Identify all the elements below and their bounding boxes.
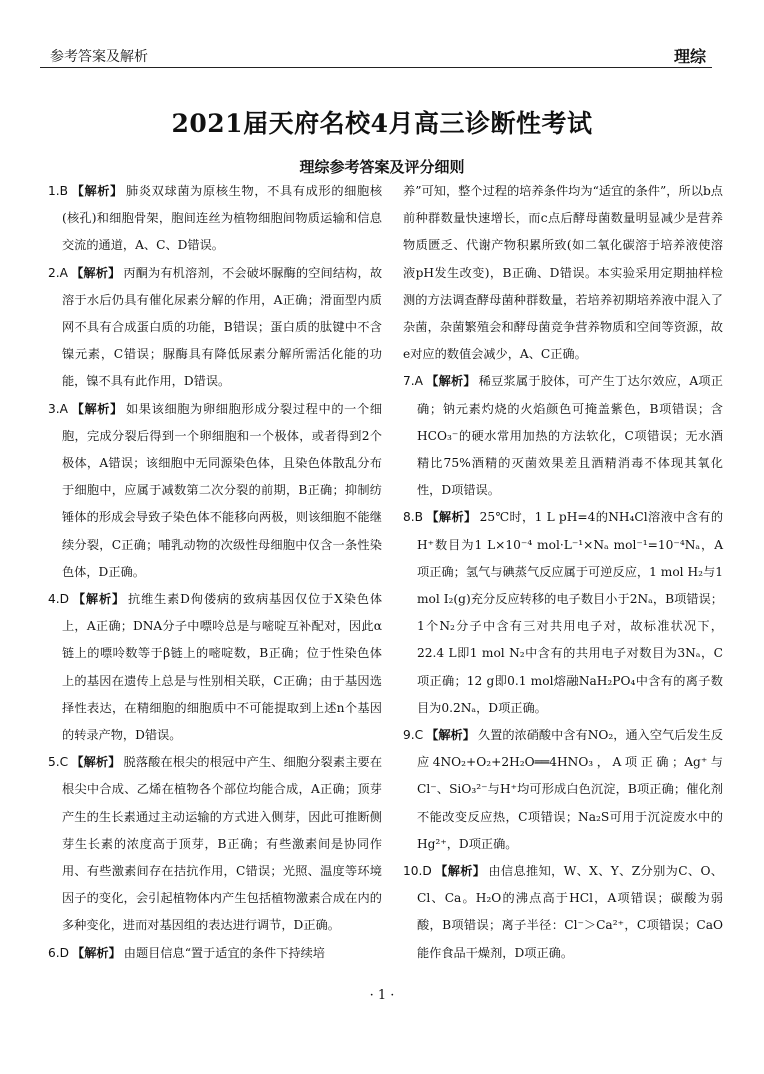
analysis-tag: 【解析】 bbox=[434, 864, 486, 879]
answer-number: 1.B bbox=[48, 184, 68, 198]
answer-number: 2.A bbox=[48, 265, 68, 280]
answer-item bbox=[48, 586, 382, 749]
analysis-tag: 【解析】 bbox=[71, 755, 121, 770]
answer-number: 4.D bbox=[48, 592, 70, 607]
right-column bbox=[403, 178, 723, 967]
answer-text: 25℃时，1 L pH=4的NH₄Cl溶液中含有的H⁺数目为1 L×10⁻⁴ mol·L⁻¹×Nₐ mol⁻¹=10⁻⁴Nₐ，A项正确；氢气与碘蒸气反应属于可逆反应，1 mol H₂与1 mol I₂(g)充分反应转移的电子数目小于2Nₐ，B项错误；1个N₂分子中含有三对共用电子对，故标准状况下，22.4 L即1 mol N₂中含有的共用电子对数目为3Nₐ，C项正确；12 g即0.1 mol熔融NaH₂PO₄中含有的离子数目为0.2Nₐ，D项正确。 bbox=[417, 510, 724, 715]
answer-text: 如果该细胞为卵细胞形成分裂过程中的一个细胞，完成分裂后得到一个卵细胞和一个极体，或者得到2个极体，A错误；该细胞中无同源染色体，且染色体散乱分布于细胞中，应属于减数第二次分裂的前期，B正确；抑制纺锤体的形成会导致子染色体不能移向两极，则该细胞不能继续分裂，C正确；哺乳动物的次级性母细胞中仅含一条性染色体，D正确。 bbox=[62, 401, 383, 579]
answer-item bbox=[403, 722, 723, 858]
document-title: 2021届天府名校4月高三诊断性考试 bbox=[171, 109, 593, 138]
page-header bbox=[40, 30, 712, 68]
document-subtitle: 理综参考答案及评分细则 bbox=[299, 158, 465, 176]
analysis-tag: 【解析】 bbox=[425, 374, 476, 389]
analysis-tag: 【解析】 bbox=[70, 265, 121, 280]
answer-text: 稀豆浆属于胶体，可产生丁达尔效应，A项正确；钠元素灼烧的火焰颜色可掩盖紫色，B项错误；含HCO₃⁻的硬水常用加热的方法软化，C项错误；无水酒精比75%酒精的灭菌效果差且酒精消毒不体现其氧化性，D项错误。 bbox=[417, 374, 723, 498]
header-subject-label: 理综 bbox=[673, 47, 706, 66]
analysis-tag: 【解析】 bbox=[426, 728, 475, 743]
analysis-tag: 【解析】 bbox=[72, 945, 121, 960]
analysis-tag: 【解析】 bbox=[71, 184, 123, 198]
answer-item bbox=[403, 504, 723, 722]
analysis-tag: 【解析】 bbox=[72, 592, 126, 607]
answer-item bbox=[48, 749, 382, 939]
answer-text: 由信息推知，W、X、Y、Z分别为C、O、Cl、Ca。H₂O的沸点高于HCl，A项错误；碳酸为弱酸，B项错误；离子半径：Cl⁻＞Ca²⁺，C项错误；CaO能作食品干燥剂，D项正确。 bbox=[417, 864, 723, 960]
answer-item bbox=[403, 858, 723, 967]
analysis-tag: 【解析】 bbox=[70, 401, 123, 416]
answer-item bbox=[48, 260, 382, 396]
answer-number: 7.A bbox=[403, 374, 423, 389]
header-left-label: 参考答案及解析 bbox=[50, 49, 148, 65]
answer-item bbox=[48, 178, 382, 260]
answer-item bbox=[48, 396, 382, 586]
answer-continuation: 养”可知，整个过程的培养条件均为“适宜的条件”，所以b点前种群数量快速增长，而c点后酵母菌数量明显减少是营养物质匮乏、代谢产物积累所致(如二氧化碳溶于培养液使溶液pH发生改变)，B正确、D错误。本实验采用定期抽样检测的方法调查酵母菌种群数量，若培养初期培养液中混入了杂菌，杂菌繁殖会和酵母菌竞争营养物质和空间等资源，故e对应的数值会减少，A、C正确。 bbox=[403, 184, 723, 362]
answer-text: 抗维生素D佝偻病的致病基因仅位于X染色体上，A正确；DNA分子中嘌呤总是与嘧啶互补配对，因此α链上的嘌呤数等于β链上的嘧啶数，B正确；位于性染色体上的基因在遗传上总是与性别相关联，C正确；由于基因选择性表达，在精细胞的细胞质中不可能提取到上述n个基因的转录产物，D错误。 bbox=[62, 592, 383, 743]
answer-text: 由题目信息“置于适宜的条件下持续培 bbox=[123, 945, 325, 960]
answer-number: 8.B bbox=[403, 510, 423, 525]
answer-number: 6.D bbox=[48, 945, 70, 960]
answer-text: 肺炎双球菌为原核生物，不具有成形的细胞核(核孔)和细胞骨架，胞间连丝为植物细胞间物质运输和信息交流的通道，A、C、D错误。 bbox=[62, 184, 383, 253]
answer-item bbox=[403, 368, 723, 504]
answer-number: 5.C bbox=[48, 755, 69, 770]
answer-item bbox=[48, 940, 382, 967]
answer-number: 10.D bbox=[403, 864, 432, 879]
answer-text: 丙酮为有机溶剂，不会破坏脲酶的空间结构，故溶于水后仍具有催化尿素分解的作用，A正确；滑面型内质网不具有合成蛋白质的功能，B错误；蛋白质的肽键中不含镍元素，C错误；脲酶具有降低尿素分解所需活化能的功能，镍不具有此作用，D错误。 bbox=[62, 265, 383, 389]
analysis-tag: 【解析】 bbox=[426, 510, 477, 525]
answer-text: 久置的浓硝酸中含有NO₂，通入空气后发生反应4NO₂+O₂+2H₂O══4HNO₃，A项正确；Ag⁺与Cl⁻、SiO₃²⁻与H⁺均可形成白色沉淀，B项正确；催化剂不能改变反应热，C项错误；Na₂S可用于沉淀废水中的Hg²⁺，D项正确。 bbox=[417, 728, 724, 851]
answer-number: 3.A bbox=[48, 401, 68, 416]
answer-text: 脱落酸在根尖的根冠中产生、细胞分裂素主要在根尖中合成、乙烯在植物各个部位均能合成，A正确；顶芽产生的生长素通过主动运输的方式进入侧芽，因此可推断侧芽生长素的浓度高于顶芽，B正确；有些激素间是协同作用、有些激素间存在拮抗作用，C错误；光照、温度等环境因子的变化，会引起植物体内产生包括植物激素合成在内的多种变化，进而对基因组的表达进行调节，D正确。 bbox=[62, 755, 383, 933]
page-number: · 1 · bbox=[369, 988, 395, 1003]
answer-number: 9.C bbox=[403, 728, 424, 743]
left-column bbox=[48, 178, 382, 967]
